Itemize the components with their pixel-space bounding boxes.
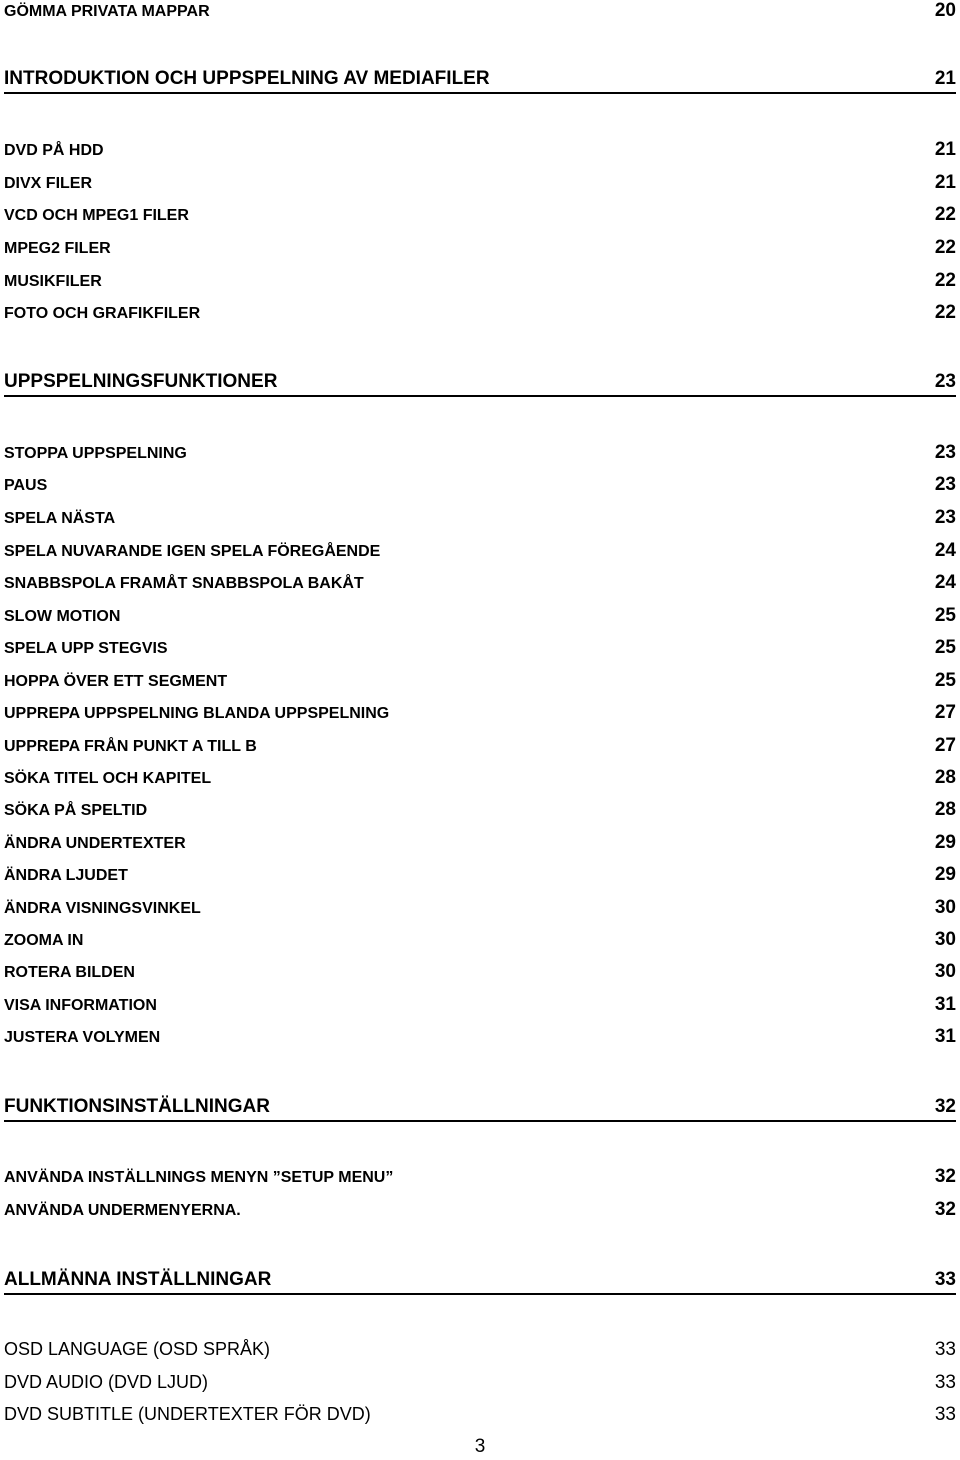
toc-entry-page: 23 <box>934 442 956 463</box>
toc-entry-title: SPELA NÄSTA <box>4 510 116 527</box>
toc-entry-page: 21 <box>934 68 956 89</box>
toc-entry-row[interactable] <box>4 139 956 161</box>
toc-entry-page: 22 <box>934 204 956 225</box>
toc-entry-title: FOTO OCH GRAFIKFILER <box>4 305 201 322</box>
toc-entry-row[interactable] <box>4 172 956 194</box>
toc-entry-page: 28 <box>934 767 956 788</box>
toc-entry-row[interactable] <box>4 302 956 324</box>
toc-entry-title: UPPSPELNINGSFUNKTIONER <box>4 371 278 392</box>
toc-entry-row[interactable] <box>4 1372 956 1394</box>
toc-entry-row[interactable] <box>4 897 956 919</box>
toc-entry-row[interactable] <box>4 204 956 226</box>
toc-entry-row[interactable] <box>4 767 956 789</box>
toc-section-row[interactable] <box>4 1269 956 1295</box>
toc-entry-row[interactable] <box>4 1199 956 1221</box>
toc-entry-row[interactable] <box>4 0 956 22</box>
toc-entry-row[interactable] <box>4 605 956 627</box>
toc-entry-title: STOPPA UPPSPELNING <box>4 445 187 462</box>
toc-entry-page: 33 <box>934 1404 956 1425</box>
toc-entry-row[interactable] <box>4 735 956 757</box>
toc-entry-title: FUNKTIONSINSTÄLLNINGAR <box>4 1096 270 1117</box>
toc-entry-title: MUSIKFILER <box>4 273 102 290</box>
toc-entry-page: 32 <box>934 1199 956 1220</box>
toc-entry-page: 33 <box>934 1339 956 1360</box>
toc-entry-title: SLOW MOTION <box>4 608 121 625</box>
toc-entry-page: 23 <box>934 507 956 528</box>
toc-entry-row[interactable] <box>4 540 956 562</box>
toc-entry-page: 33 <box>934 1372 956 1393</box>
toc-entry-page: 27 <box>934 702 956 723</box>
toc-entry-row[interactable] <box>4 994 956 1016</box>
toc-entry-page: 31 <box>934 994 956 1015</box>
toc-entry-title: HOPPA ÖVER ETT SEGMENT <box>4 673 228 690</box>
toc-entry-row[interactable] <box>4 832 956 854</box>
toc-entry-title: DIVX FILER <box>4 175 93 192</box>
toc-entry-title: MPEG2 FILER <box>4 240 111 257</box>
toc-entry-title: JUSTERA VOLYMEN <box>4 1029 161 1046</box>
toc-entry-title: ÄNDRA LJUDET <box>4 867 128 884</box>
toc-entry-title: INTRODUKTION OCH UPPSPELNING AV MEDIAFILER <box>4 68 490 89</box>
toc-entry-page: 24 <box>934 540 956 561</box>
toc-entry-title: UPPREPA FRÅN PUNKT A TILL B <box>4 738 257 755</box>
toc-entry-page: 31 <box>934 1026 956 1047</box>
toc-entry-title: OSD LANGUAGE (OSD SPRÅK) <box>4 1339 271 1359</box>
toc-entry-page: 20 <box>934 0 956 21</box>
toc-entry-title: ZOOMA IN <box>4 932 84 949</box>
toc-entry-title: ANVÄNDA INSTÄLLNINGS MENYN ”SETUP MENU” <box>4 1169 394 1186</box>
toc-section-row[interactable] <box>4 68 956 94</box>
toc-entry-page: 32 <box>934 1166 956 1187</box>
toc-entry-title: GÖMMA PRIVATA MAPPAR <box>4 3 210 20</box>
toc-entry-page: 22 <box>934 270 956 291</box>
toc-entry-page: 30 <box>934 961 956 982</box>
toc-entry-page: 21 <box>934 172 956 193</box>
toc-entry-title: ALLMÄNNA INSTÄLLNINGAR <box>4 1269 272 1290</box>
toc-entry-page: 23 <box>934 371 956 392</box>
toc-entry-page: 28 <box>934 799 956 820</box>
toc-entry-page: 23 <box>934 474 956 495</box>
toc-entry-row[interactable] <box>4 670 956 692</box>
toc-entry-title: PAUS <box>4 477 48 494</box>
toc-entry-page: 27 <box>934 735 956 756</box>
toc-entry-title: ANVÄNDA UNDERMENYERNA. <box>4 1202 241 1219</box>
toc-entry-title: SNABBSPOLA FRAMÅT SNABBSPOLA BAKÅT <box>4 575 364 592</box>
toc-entry-page: 25 <box>934 605 956 626</box>
toc-entry-row[interactable] <box>4 507 956 529</box>
toc-entry-title: ÄNDRA UNDERTEXTER <box>4 835 186 852</box>
toc-entry-title: SÖKA TITEL OCH KAPITEL <box>4 770 212 787</box>
toc-entry-title: DVD SUBTITLE (UNDERTEXTER FÖR DVD) <box>4 1404 371 1424</box>
toc-entry-title: DVD AUDIO (DVD LJUD) <box>4 1372 209 1392</box>
toc-entry-page: 25 <box>934 670 956 691</box>
toc-entry-title: VISA INFORMATION <box>4 997 157 1014</box>
toc-entry-row[interactable] <box>4 864 956 886</box>
toc-entry-title: SPELA NUVARANDE IGEN SPELA FÖREGÅENDE <box>4 543 381 560</box>
toc-entry-page: 24 <box>934 572 956 593</box>
toc-entry-page: 25 <box>934 637 956 658</box>
toc-entry-row[interactable] <box>4 572 956 594</box>
toc-entry-page: 29 <box>934 864 956 885</box>
toc-entry-row[interactable] <box>4 637 956 659</box>
toc-entry-page: 29 <box>934 832 956 853</box>
toc-section-row[interactable] <box>4 1096 956 1122</box>
toc-entry-page: 30 <box>934 897 956 918</box>
toc-entry-title: UPPREPA UPPSPELNING BLANDA UPPSPELNING <box>4 705 390 722</box>
toc-entry-row[interactable] <box>4 1166 956 1188</box>
toc-entry-page: 33 <box>934 1269 956 1290</box>
toc-entry-title: SÖKA PÅ SPELTID <box>4 802 148 819</box>
toc-entry-row[interactable] <box>4 929 956 951</box>
toc-entry-page: 30 <box>934 929 956 950</box>
toc-entry-row[interactable] <box>4 1026 956 1048</box>
toc-entry-row[interactable] <box>4 237 956 259</box>
toc-entry-row[interactable] <box>4 270 956 292</box>
toc-entry-title: ROTERA BILDEN <box>4 964 135 981</box>
toc-entry-title: VCD OCH MPEG1 FILER <box>4 207 189 224</box>
toc-entry-row[interactable] <box>4 702 956 724</box>
toc-entry-page: 21 <box>934 139 956 160</box>
toc-entry-title: SPELA UPP STEGVIS <box>4 640 168 657</box>
toc-entry-title: ÄNDRA VISNINGSVINKEL <box>4 900 201 917</box>
toc-entry-row[interactable] <box>4 1339 956 1361</box>
toc-entry-row[interactable] <box>4 474 956 496</box>
toc-entry-row[interactable] <box>4 442 956 464</box>
toc-entry-row[interactable] <box>4 1404 956 1426</box>
toc-section-row[interactable] <box>4 371 956 397</box>
toc-entry-row[interactable] <box>4 799 956 821</box>
toc-entry-page: 32 <box>934 1096 956 1117</box>
toc-entry-row[interactable] <box>4 961 956 983</box>
toc-entry-title: DVD PÅ HDD <box>4 142 104 159</box>
toc-entry-page: 22 <box>934 302 956 323</box>
toc-entry-page: 22 <box>934 237 956 258</box>
page-number: 3 <box>474 1436 486 1457</box>
